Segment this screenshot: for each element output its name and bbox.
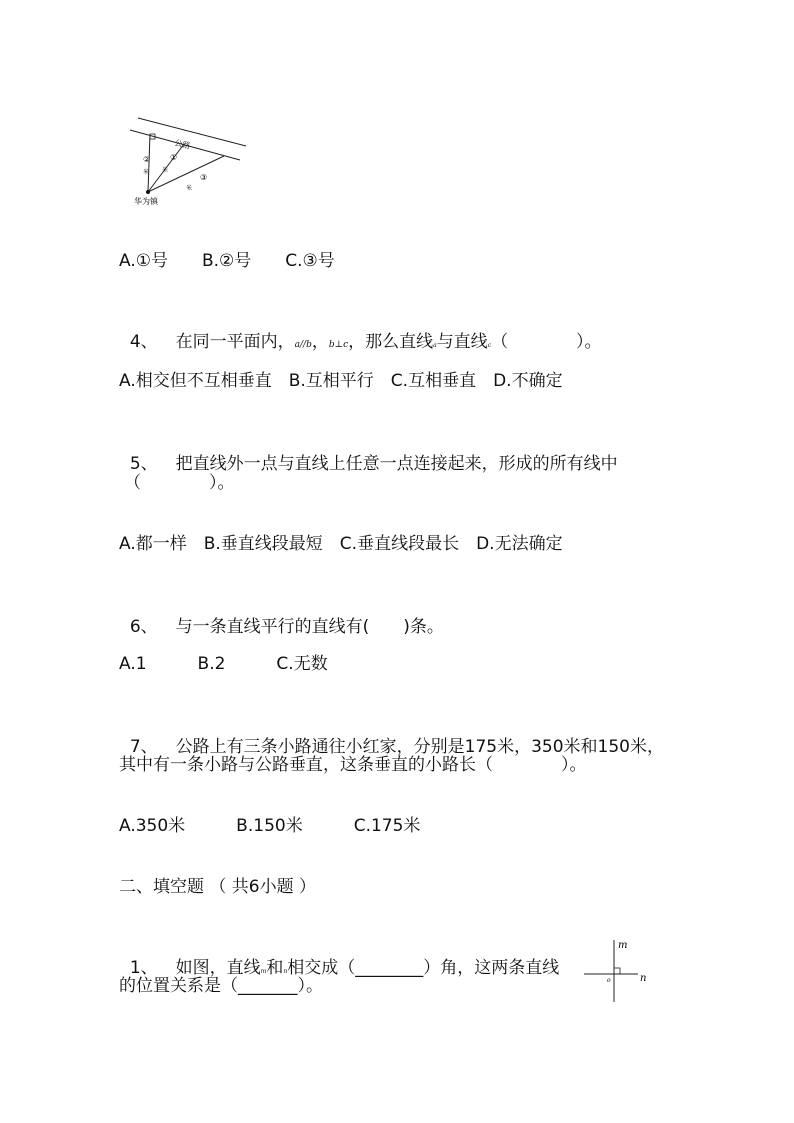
path-length-1: 米: [143, 169, 150, 176]
town-label: 华为镇: [134, 197, 158, 206]
q7-number: 7、: [129, 737, 158, 757]
q5-options: A.都一样 B.垂直线段最短 C.垂直线段最长 D.无法确定: [119, 534, 563, 554]
q5-question: [119, 431, 618, 475]
q4-text-c: 与直线: [436, 332, 488, 352]
q4-number: 4、: [129, 332, 158, 352]
q4-text-a: 在同一平面内，: [175, 332, 295, 352]
q7-options: A.350米 B.150米 C.175米: [119, 816, 421, 836]
fill1-text-c: 相交成（________）角，这两条直线: [287, 958, 560, 978]
q7-question: [119, 714, 664, 758]
q4-text-b: ，那么直线: [348, 332, 434, 352]
q6-text: 与一条直线平行的直线有( )条。: [175, 617, 444, 637]
perpendicular-lines-figure: [582, 936, 652, 1006]
town-point: [146, 190, 150, 194]
right-angle-mark-mn: [614, 968, 620, 974]
fill1-number: 1、: [129, 958, 158, 978]
road-line-top: [138, 118, 246, 146]
q4-var-a: a: [433, 342, 437, 349]
path-label-1: ②: [143, 155, 151, 164]
fill1-text-a: 如图，直线: [175, 958, 261, 978]
q4-sep: ，: [311, 332, 329, 352]
q7-text-line2: 其中有一条小路与公路垂直，这条垂直的小路长（ ）。: [119, 755, 587, 775]
q5-text: 把直线外一点与直线上任意一点连接起来，形成的所有线中: [175, 454, 618, 474]
path-label-2: ①: [170, 153, 178, 162]
q6-number: 6、: [129, 617, 158, 637]
label-n: n: [640, 973, 647, 984]
q5-number: 5、: [129, 454, 158, 474]
q4-options: A.相交但不互相垂直 B.互相平行 C.互相垂直 D.不确定: [119, 371, 563, 391]
q4-expr-2: b⊥c: [328, 340, 349, 350]
path-length-2: 米: [162, 167, 169, 174]
section-2-heading: 二、填空题 （ 共6小题 ）: [119, 877, 317, 897]
q4-question: [119, 309, 602, 357]
path-length-3: 米: [186, 185, 193, 192]
road-paths-figure: [128, 110, 253, 210]
q7-text-line1: 公路上有三条小路通往小红家，分别是175米，350米和150米，: [175, 737, 664, 757]
fill1-text-b: 和: [266, 958, 284, 978]
q4-var-c: c: [487, 342, 492, 349]
q4-expr-1: a//b: [294, 340, 312, 350]
path-label-3: ③: [200, 173, 208, 182]
road-label: 公路: [173, 138, 192, 151]
fill1-var-n: n: [283, 968, 288, 975]
label-o: o: [607, 977, 611, 984]
q6-options: A.1 B.2 C.无数: [119, 654, 328, 674]
q5-blank: （ ）。: [124, 473, 235, 493]
q3-options: A.①号 B.②号 C.③号: [119, 251, 335, 271]
q6-question: [119, 594, 444, 638]
q4-blank: （ ）。: [491, 332, 602, 352]
fill1-line2: 的位置关系是（_______）。: [119, 976, 323, 996]
fill1-var-m: m: [260, 968, 267, 975]
label-m: m: [618, 940, 628, 951]
